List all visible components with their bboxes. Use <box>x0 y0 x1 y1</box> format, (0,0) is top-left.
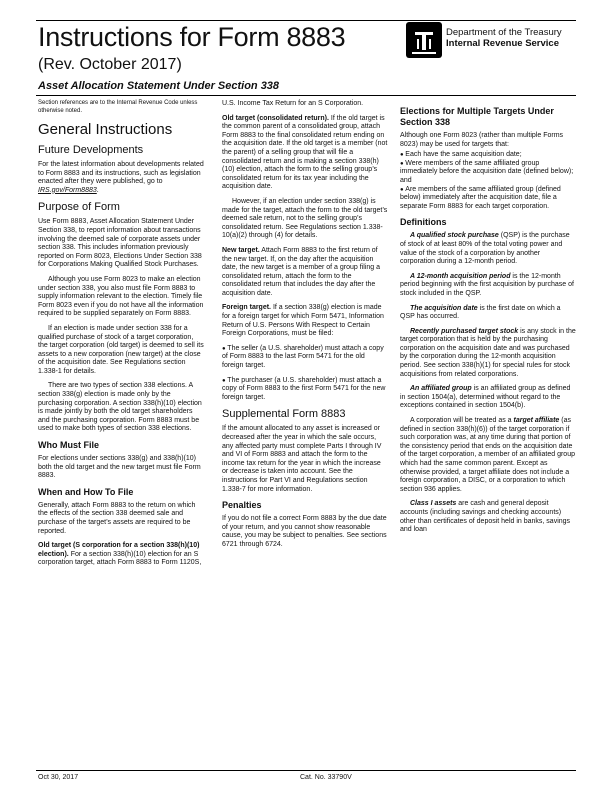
aff-text: is an affiliated group as defined in section 1504(a), determined without regard to the exceptions contained in section 1504(b). <box>400 385 571 410</box>
treasury-seal-icon <box>406 22 442 58</box>
agency-block <box>446 27 562 49</box>
however-paragraph: However, if an election under section 338(g) is made for the target, attach the form to the old target’s deemed sale return, not to the selling group’s consolidated return. See Regulations section 1.338-10(a)(2) through (4) for details. <box>222 197 388 240</box>
foreign-target-text: If a section 338(g) election is made for a foreign target for which Form 5471, Information Return of U.S. Persons With Respect to Certain Foreign Corporations, must be filed: <box>222 304 384 338</box>
aff-label: An affiliated group <box>410 385 472 393</box>
foreign-bullet-1: ● The seller (a U.S. shareholder) must attach a copy of Form 8883 to the last Form 5471 for the old foreign target. <box>222 345 388 371</box>
agency-line-1: Department of the Treasury <box>446 27 562 38</box>
purpose-paragraph-3: If an election is made under section 338 for a qualified purchase of stock of a target corporation, the target corporation (old target) is deemed to sell its assets to a new corporation (new target) at the close of the acquisition date. See Regulations section 1.338-1 for details. <box>38 324 204 375</box>
purpose-paragraph-4: There are two types of section 338 elections. A section 338(g) election is made only by the purchasing corporation. A section 338(h)(10) election is made jointly by both the old target shareholders and the purchasing corporation. Form 8883 must be used to make both types of section 338 elections. <box>38 382 202 433</box>
acquisition-date-paragraph <box>400 305 576 322</box>
future-developments-text: For the latest information about developments related to Form 8883 and its instructions, such as legislation enacted after they were published, go to IRS.gov/Form8883. <box>38 161 204 194</box>
agency-line-2: Internal Revenue Service <box>446 38 559 49</box>
multiple-targets-text: Although one Form 8023 (rather than multiple Forms 8023) may be used for targets that: <box>400 132 564 148</box>
purpose-paragraph-1: Use Form 8883, Asset Allocation Statement Under Section 338, to report information about transactions involving the deemed sale of corporate assets under section 338. This includes information previously reported on Form 8023, Elections Under Section 338 for Corporations Making Qualified Stock Purchases. <box>38 218 202 269</box>
affiliated-group-paragraph <box>400 385 576 411</box>
new-target-label: New target. <box>222 246 260 254</box>
heading-multiple-targets: Elections for Multiple Targets Under Section 338 <box>400 106 554 127</box>
class-i-paragraph <box>400 500 576 534</box>
heading-who-must-file: Who Must File <box>38 440 99 451</box>
top-rule <box>36 20 576 21</box>
section-reference-note: Section references are to the Internal Revenue Code unless otherwise noted. <box>38 100 198 114</box>
old-target-s-corp-paragraph <box>38 542 204 568</box>
old-target-s-label: Old target (S corporation for a section 338(h)(10) election). <box>38 542 200 558</box>
aff2-text: (as defined in section 338(h)(6)) of the target corporation if such corporation was, at any time during that portion of the consistency period that ends on the acquisition date of the target corporation, a member of an affiliated group which had the same common parent. Except as otherwise provided, a target affiliate does not include a foreign corporation, a DISC, or a corporation to which section 936 applies. <box>400 417 575 493</box>
recent-text: is any stock in the target corporation that is held by the purchasing corporation on the acquisition date and was purchased by the corporation during the 12-month acquisition period. See section 338(h)(1) for special rules for stock acquisitions from related corporations. <box>400 327 576 378</box>
when-and-how-text: Generally, attach Form 8883 to the return on which the effects of the section 338 deemed sale and purchase of the target’s assets are required to be reported. <box>38 501 196 535</box>
target-affiliate-paragraph <box>400 417 576 494</box>
footer-date: Oct 30, 2017 <box>38 774 79 781</box>
foreign-target-label: Foreign target. <box>222 304 272 312</box>
column-1 <box>38 100 204 574</box>
acq-label: A 12-month acquisition period <box>410 272 511 280</box>
qsp-text: (QSP) is the purchase of stock of at least 80% of the total voting power and value of the stock of a corporation by another corporation during a 12-month period. <box>400 232 570 266</box>
footer-catalog-number: Cat. No. 33790V <box>300 774 352 781</box>
date-text: is the first date on which a QSP has occurred. <box>400 304 561 321</box>
future-text: For the latest information about developments related to Form 8883 and its instructions, such as legislation enacted after they were published, go to <box>38 161 204 186</box>
class-text: are cash and general deposit accounts (including savings and checking accounts) other than certificates of deposit held in banks, savings and loan <box>400 500 571 534</box>
class-label: Class I assets <box>410 500 457 508</box>
acquisition-period-paragraph <box>400 273 576 299</box>
foreign-target-paragraph <box>222 304 388 338</box>
new-target-paragraph <box>222 247 388 299</box>
multi-bullet-1: ● Each have the same acquisition date; <box>400 151 576 160</box>
irs-form-link[interactable]: IRS.gov/Form8883 <box>38 186 97 194</box>
heading-general-instructions: General Instructions <box>38 121 173 138</box>
heading-penalties: Penalties <box>222 500 262 511</box>
new-target-text: Attach Form 8883 to the first return of the new target. If, on the day after the acquisition date, the new target is a member of a group filing a consolidated return, attach the form to the consolidated return that includes the day after the acquisition date. <box>222 246 380 297</box>
multi-bullet-3: ● Are members of the same affiliated group (defined below) immediately after the acquisition date, file a separate Form 8883 for each target corporation. <box>400 186 576 212</box>
supplemental-text: If the amount allocated to any asset is increased or decreased after the year in which the sale occurs, any affected party must complete Parts I through IV and VI of Form 8883 and attach the form to the income tax return for the year in which the increase or decrease is taken into account. See the instructions for Part VI and Regulations section 1.338-7 for more information. <box>222 425 382 493</box>
heading-definitions: Definitions <box>400 217 447 228</box>
subtitle-rule <box>36 95 576 96</box>
who-must-file-text: For elections under sections 338(g) and 338(h)(10) both the old target and the new target must file Form 8883. <box>38 455 201 480</box>
foreign-bullet-2: ● The purchaser (a U.S. shareholder) must attach a copy of Form 8883 to the first Form 5471 for the new foreign target. <box>222 377 388 403</box>
column-2 <box>222 100 388 556</box>
page-title: Instructions for Form 8883 <box>38 22 346 52</box>
heading-when-and-how: When and How To File <box>38 486 134 497</box>
column-3 <box>400 100 576 541</box>
heading-supplemental-form: Supplemental Form 8883 <box>222 408 346 421</box>
recent-label: Recently purchased target stock <box>410 327 519 335</box>
aff2-pre: A corporation will be treated as a <box>410 417 512 425</box>
revision-date: (Rev. October 2017) <box>38 56 182 73</box>
heading-purpose-of-form: Purpose of Form <box>38 201 120 214</box>
acq-text: is the 12-month period beginning with the first acquisition by purchase of stock included in the QSP. <box>400 272 574 297</box>
old-target-consolidated-paragraph <box>222 115 388 192</box>
aff2-label: target affiliate <box>513 417 560 425</box>
old-target-cons-label: Old target (consolidated return). <box>222 114 329 122</box>
form-subtitle: Asset Allocation Statement Under Section 338 <box>38 80 280 92</box>
old-target-s-text: For a section 338(h)(10) election for an S corporation target, attach Form 8883 to Form 1120S, <box>38 550 202 567</box>
multi-bullet-2: ● Were members of the same affiliated group immediately before the acquisition date (defined below); and <box>400 160 576 186</box>
page-footer <box>36 770 576 781</box>
penalties-text: If you do not file a correct Form 8883 by the due date of your return, and you cannot show reasonable cause, you may be subject to penalties. See sections 6721 through 6724. <box>222 515 387 548</box>
date-label: The acquisition date <box>410 304 478 312</box>
purpose-paragraph-2: Although you use Form 8023 to make an election under section 338, you also must file Form 8883 to supply information relevant to the election. Timely file Form 8023 even if you do not have all the information required to be supplied separately on Form 8883. <box>38 275 204 318</box>
recent-stock-paragraph <box>400 328 576 380</box>
qsp-label: A qualified stock purchase <box>410 232 499 240</box>
qsp-paragraph <box>400 232 576 266</box>
old-target-cons-text: If the old target is the common parent of a consolidated group, attach Form 8883 to the final consolidated return ending on the acquisition date. If the old target is a member (not the parent) of a selling group that will file a consolidated return and is making a section 338(h)(10) election, attach the form to the selling group’s consolidated return for its tax year including the acquisition date. <box>222 114 388 191</box>
s-corp-return-text: U.S. Income Tax Return for an S Corporation. <box>222 100 364 107</box>
heading-future-developments: Future Developments <box>38 144 144 156</box>
